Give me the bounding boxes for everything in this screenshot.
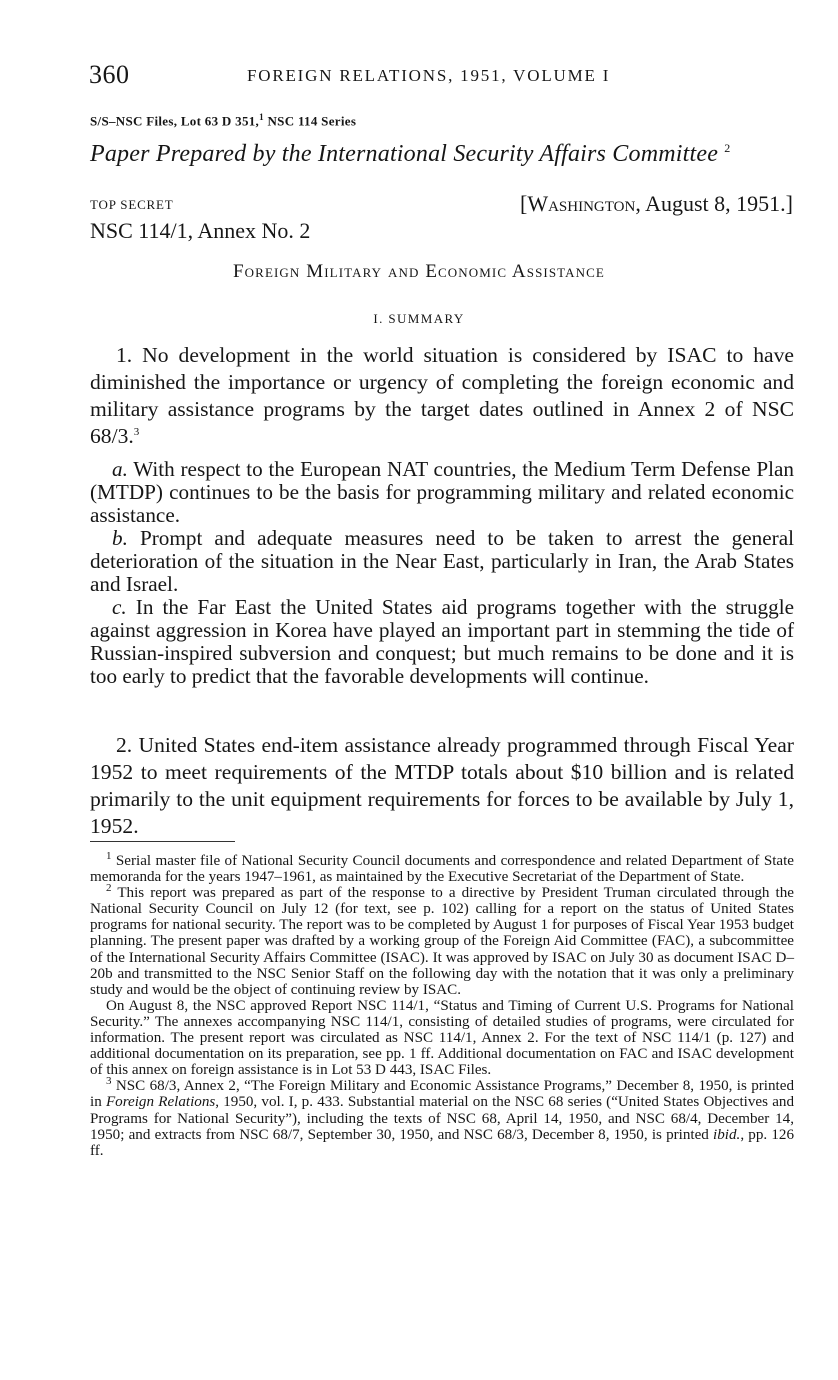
subparagraph-c	[90, 596, 794, 688]
footnote-3	[90, 1075, 794, 1159]
footnote-ref-3: 3	[133, 425, 140, 438]
footnote-1	[90, 849, 794, 886]
source-line-series: NSC 114 Series	[263, 113, 357, 129]
footnote-3-italic-title: Foreign Relations	[105, 1094, 216, 1111]
footnote-2-continued: On August 8, the NSC approved Report NSC 114/1, “Status and Timing of Current U.S. Programs for National Security.” The annexes accompanying NSC 114/1, consisting of detailed studies of programs, were circulated for information. The present report was circulated as NSC 114/1, Annex 2. For the text of NSC 114/1 (p. 127) and additional documentation on its preparation, see pp. 1 ff. Additional documentation on FAC and ISAC development of this annex on foreign assistance is in Lot 53 D 443, ISAC Files.	[90, 997, 794, 1079]
source-line	[90, 112, 356, 129]
source-line-text: S/S–NSC Files, Lot 63 D 351,	[90, 113, 260, 129]
summary-heading: I. SUMMARY	[373, 311, 465, 326]
subparagraph-a	[90, 458, 794, 527]
footnote-2-text: This report was prepared as part of the response to a directive by President Truman circulated through the National Security Council on July 12 (for text, see p. 102) calling for a report on the status of United States programs for national security. The report was to be completed by August 1 for purposes of Fiscal Year 1953 budget planning. The present paper was drafted by a working group of the Foreign Aid Committee (FAC), a subcommittee of the International Security Affairs Committee (ISAC). It was approved by ISAC on July 30 as document ISAC D–20b and transmitted to the NSC Senior Staff on the following day with the notation that it was only a preliminary study and would be the object of continuing review by ISAC.	[90, 885, 794, 998]
subparagraph-b	[90, 527, 794, 596]
footnotes	[90, 849, 794, 1159]
footnote-3-italic-ibid: ibid.	[713, 1126, 741, 1143]
footnote-3-number: 3	[106, 1075, 112, 1088]
footnote-1-number: 1	[106, 849, 112, 862]
footnote-3-text-b: , 1950, vol. I, p. 433. Substantial material on the NSC 68 series (“United States Objectives and Programs for National Security”), including the texts of NSC 68, April 14, 1950, and NSC 68/4, December 14, 1950; and extracts from NSC 68/7, September 30, 1950, and NSC 68/3, December 8, 1950, is printed	[90, 1094, 794, 1143]
section-title: Foreign Military and Economic Assistance	[233, 261, 605, 282]
footnote-3-text-a: NSC 68/3, Annex 2, “The Foreign Military and Economic Assistance Programs,” December 8, 1950, is printed in	[90, 1078, 794, 1111]
footnote-3-text-c: , pp. 126 ff.	[90, 1126, 794, 1159]
subparagraph-list	[90, 458, 794, 688]
dateline	[520, 191, 793, 217]
page-number: 360	[89, 60, 130, 89]
footnote-1-text: Serial master file of National Security Council documents and correspondence and related Department of State memoranda for the years 1947–1961, as maintained by the Executive Secretariat of the Department of State.	[90, 853, 794, 886]
document-title-text: Paper Prepared by the International Security Affairs Committee	[90, 141, 719, 167]
subparagraph-a-text: With respect to the European NAT countries, the Medium Term Defense Plan (MTDP) continues to be the basis for programming military and related economic assistance.	[90, 457, 794, 527]
subparagraph-a-label: a.	[112, 457, 128, 481]
footnote-ref-2: 2	[724, 141, 731, 155]
paragraph-1	[90, 342, 794, 450]
document-title	[90, 141, 730, 168]
footnote-ref-1: 1	[259, 112, 264, 122]
document-id: NSC 114/1, Annex No. 2	[90, 218, 311, 243]
dateline-date: , August 8, 1951.]	[635, 191, 793, 216]
paragraph-1-text: 1. No development in the world situation is considered by ISAC to have diminished the importance or urgency of completing the foreign economic and military assistance programs by the target dates outlined in Annex 2 of NSC 68/3.	[90, 343, 794, 448]
dateline-bracket: [	[519, 191, 528, 216]
subparagraph-b-text: Prompt and adequate measures need to be taken to arrest the general deterioration of the situation in the Near East, particularly in Iran, the Arab States and Israel.	[90, 526, 794, 596]
footnote-2-number: 2	[106, 882, 112, 895]
paragraph-2: 2. United States end-item assistance already programmed through Fiscal Year 1952 to meet requirements of the MTDP totals about $10 billion and is related primarily to the unit equipment requirements for forces to be available by July 1, 1952.	[90, 733, 794, 838]
subparagraph-c-text: In the Far East the United States aid programs together with the struggle against aggression in Korea have played an important part in stemming the tide of Russian-inspired subversion and conquest; but much remains to be done and it is too early to predict that the favorable developments will continue.	[90, 595, 794, 688]
running-head: FOREIGN RELATIONS, 1951, VOLUME I	[247, 66, 611, 85]
subparagraph-c-label: c.	[112, 595, 127, 619]
footnote-divider	[90, 841, 235, 842]
dateline-place: Washington	[527, 191, 636, 216]
classification-marking: TOP SECRET	[90, 197, 174, 212]
footnote-2	[90, 882, 794, 998]
subparagraph-b-label: b.	[112, 526, 128, 550]
